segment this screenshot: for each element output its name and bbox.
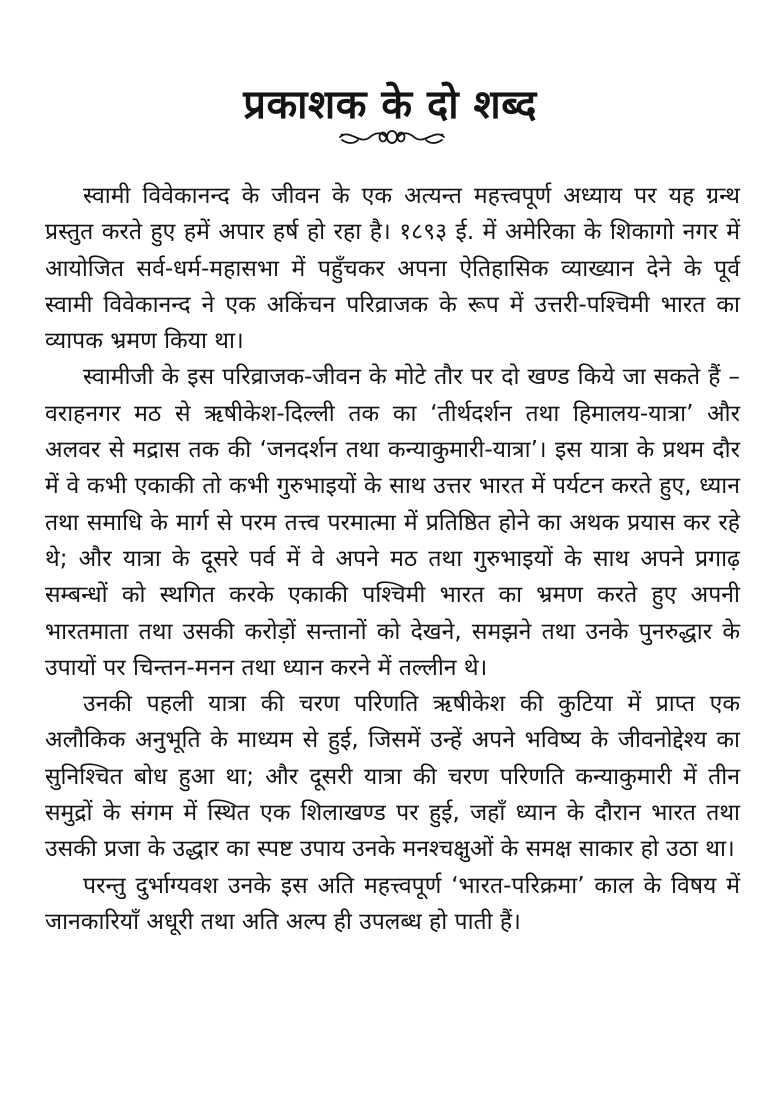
paragraph: परन्तु दुर्भाग्यवश उनके इस अति महत्त्वपूर्ण ‘भारत-परिक्रमा’ काल के विषय में जानकारियाँ अधूरी तथा अति अल्प ही उपलब्ध हो पाती हैं। bbox=[45, 872, 740, 935]
paragraph: उनकी पहली यात्रा की चरण परिणति ऋषीकेश की कुटिया में प्राप्त एक अलौकिक अनुभूति के माध्यम से हुई, जिसमें उन्हें अपने भविष्य के जीवनोद्देश्य का सुनिश्चित बोध हुआ था; और दूसरी यात्रा की चरण परिणति कन्याकुमारी में तीन समुद्रों के संगम में स्थित एक शिलाखण्ड पर हुई, जहाँ ध्यान के दौरान भारत तथा उसकी प्रजा के उद्धार का स्पष्ट उपाय उनके मनश्चक्षुओं के समक्ष साकार हो उठा था। bbox=[45, 691, 740, 863]
page-title: प्रकाशक के दो शब्द bbox=[243, 81, 537, 128]
preface-body bbox=[45, 178, 740, 940]
paragraph: स्वामी विवेकानन्द के जीवन के एक अत्यन्त महत्त्वपूर्ण अध्याय पर यह ग्रन्थ प्रस्तुत करते हुए हमें अपार हर्ष हो रहा है। १८९३ ई. में अमेरिका के शिकागो नगर में आयोजित सर्व-धर्म-महासभा में पहुँचकर अपना ऐतिहासिक व्याख्यान देने के पूर्व स्वामी विवेकानन्द ने एक अकिंचन परिव्राजक के रूप में उत्तरी-पश्चिमी भारत का व्यापक भ्रमण किया था। bbox=[45, 183, 740, 355]
scroll-flourish-icon bbox=[336, 124, 448, 150]
paragraph: स्वामीजी के इस परिव्राजक-जीवन के मोटे तौर पर दो खण्ड किये जा सकते हैं – वराहनगर मठ से ऋषीकेश-दिल्ली तक का ‘तीर्थदर्शन तथा हिमालय-यात्रा’ और अलवर से मद्रास तक की ‘जनदर्शन तथा कन्याकुमारी-यात्रा’। इस यात्रा के प्रथम दौर में वे कभी एकाकी तो कभी गुरुभाइयों के साथ उत्तर भारत में पर्यटन करते हुए, ध्यान तथा समाधि के मार्ग से परम तत्त्व परमात्मा में प्रतिष्ठित होने का अथक प्रयास कर रहे थे; और यात्रा के दूसरे पर्व में वे अपने मठ तथा गुरुभाइयों के साथ अपने प्रगाढ़ सम्बन्धों को स्थगित करके एकाकी पश्चिमी भारत का भ्रमण करते हुए अपनी भारतमाता तथा उसकी करोड़ों सन्तानों को देखने, समझने तथा उनके पुनरुद्धार के उपायों पर चिन्तन-मनन तथा ध्यान करने में तल्लीन थे। bbox=[45, 364, 740, 681]
